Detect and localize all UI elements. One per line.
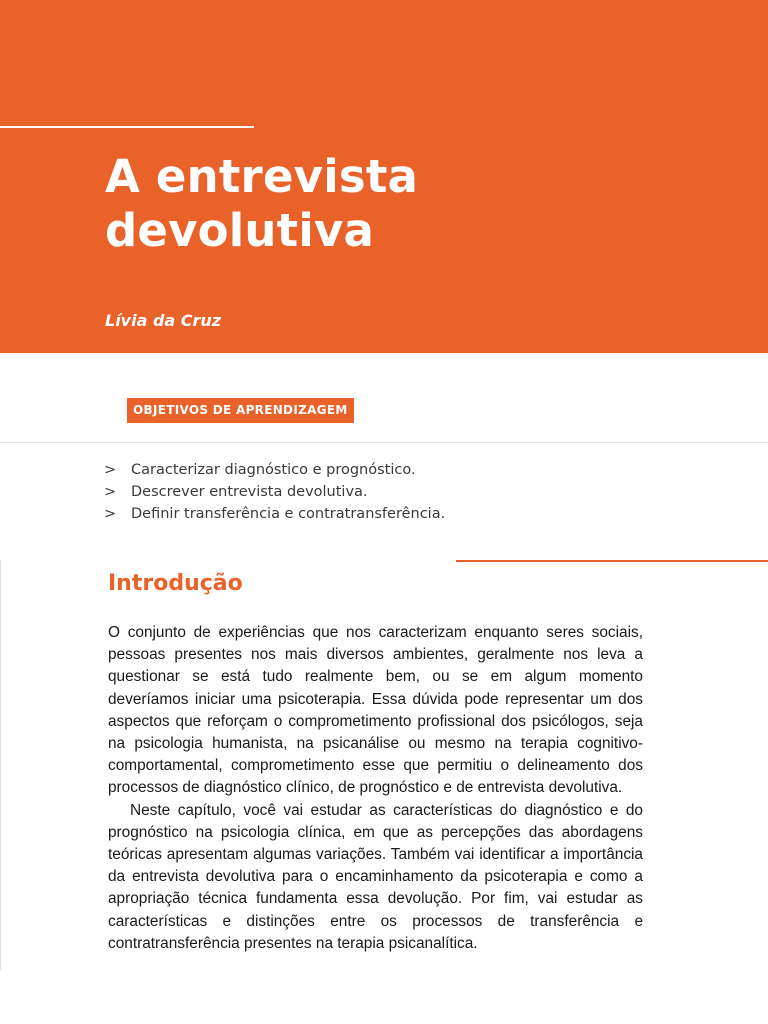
chapter-title: [105, 150, 665, 258]
objectives-badge: OBJETIVOS DE APRENDIZAGEM: [127, 398, 354, 423]
objective-text: Caracterizar diagnóstico e prognóstico.: [131, 462, 416, 478]
section-title: Introdução: [108, 571, 243, 596]
section-divider: [456, 560, 768, 562]
intro-paragraph-1: O conjunto de experiências que nos caracterizam enquanto seres sociais, pessoas presentes nos mais diversos ambientes, geralmente nos leva a questionar se está tudo realmente bem, ou se em algum momento deveríamos iniciar uma psicoterapia. Essa dúvida pode representar um dos aspectos que reforçam o comprometimento profissional dos psicólogos, seja na psicologia humanista, na psicanálise ou mesmo na terapia cognitivo-comportamental, comprometimento esse que permitiu o delineamento dos processos de diagnóstico clínico, de prognóstico e de entrevista devolutiva.: [108, 624, 643, 797]
objective-text: Definir transferência e contratransferência.: [131, 506, 446, 522]
chapter-title-line-2: devolutiva: [105, 204, 375, 257]
intro-body: [108, 622, 643, 955]
objective-item: [104, 459, 445, 481]
chevron-right-icon: >: [104, 484, 117, 500]
objective-item: [104, 481, 445, 503]
author-name: Lívia da Cruz: [105, 311, 222, 330]
intro-paragraph-2: Neste capítulo, você vai estudar as características do diagnóstico e do prognóstico na psicologia clínica, em que as percepções das abordagens teóricas apresentam algumas variações. Também vai identificar a importância da entrevista devolutiva para o encaminhamento da psicoterapia e como a apropriação técnica fundamenta essa devolução. Por fim, vai estudar as características e distinções entre os processos de transferência e contratransferência presentes na terapia psicanalítica.: [108, 801, 643, 952]
chevron-right-icon: >: [104, 462, 117, 478]
objectives-divider: [0, 442, 768, 443]
chapter-header: [0, 0, 768, 353]
page-edge-line: [0, 560, 1, 970]
chevron-right-icon: >: [104, 506, 117, 522]
header-divider: [0, 126, 254, 128]
objective-item: [104, 503, 445, 525]
chapter-title-line-1: A entrevista: [105, 150, 419, 203]
objective-text: Descrever entrevista devolutiva.: [131, 484, 368, 500]
objectives-list: [104, 459, 445, 525]
